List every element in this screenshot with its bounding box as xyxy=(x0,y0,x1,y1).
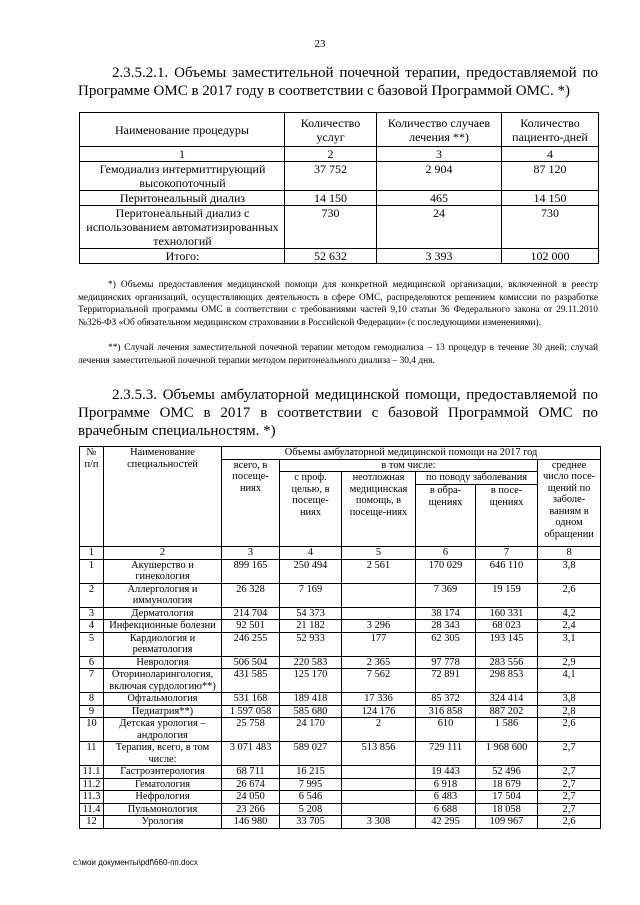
column-number-row xyxy=(80,547,601,560)
average-visits: 2,7 xyxy=(538,803,601,816)
header-total: всего, в посеще-ниях xyxy=(222,459,280,547)
col-number: 4 xyxy=(502,147,599,162)
prophylactic-visits: 52 933 xyxy=(280,632,342,656)
average-visits: 3,1 xyxy=(538,632,601,656)
table-row xyxy=(80,693,601,706)
average-visits: 2,4 xyxy=(538,620,601,633)
table-row xyxy=(80,669,601,693)
row-number: 3 xyxy=(80,607,104,620)
disease-appeals: 85 372 xyxy=(416,693,476,706)
header-disease: по поводу заболевания xyxy=(416,472,538,485)
row-number: 11.4 xyxy=(80,803,104,816)
specialty-name: Терапия, всего, в том числе: xyxy=(104,742,222,766)
disease-visits: 160 331 xyxy=(476,607,538,620)
disease-appeals: 170 029 xyxy=(416,559,476,583)
specialty-name: Педиатрия**) xyxy=(104,705,222,718)
row-number: 4 xyxy=(80,620,104,633)
total-visits: 3 071 483 xyxy=(222,742,280,766)
average-visits: 2,6 xyxy=(538,583,601,607)
table-row xyxy=(80,656,601,669)
procedure-name: Перитонеальный диализ xyxy=(80,191,285,206)
header-volumes: Объемы амбулаторной медицинской помощи на 2017 год xyxy=(222,447,601,460)
disease-visits: 68 023 xyxy=(476,620,538,633)
urgent-visits: 17 336 xyxy=(342,693,416,706)
total-visits: 26 674 xyxy=(222,778,280,791)
outpatient-table xyxy=(79,446,601,829)
table-header-row xyxy=(80,447,601,460)
disease-visits: 646 110 xyxy=(476,559,538,583)
prophylactic-visits: 585 680 xyxy=(280,705,342,718)
header-including: в том числе: xyxy=(280,459,538,472)
urgent-visits: 3 296 xyxy=(342,620,416,633)
prophylactic-visits: 33 705 xyxy=(280,816,342,829)
header-urgent: неотложная медицинская помощь, в посеще-ниях xyxy=(342,472,416,547)
urgent-visits: 7 562 xyxy=(342,669,416,693)
table-row xyxy=(80,718,601,742)
specialty-name: Инфекционные болезни xyxy=(104,620,222,633)
urgent-visits xyxy=(342,791,416,804)
table-row xyxy=(80,206,599,249)
disease-visits: 19 159 xyxy=(476,583,538,607)
services-value: 14 150 xyxy=(285,191,377,206)
urgent-visits: 177 xyxy=(342,632,416,656)
cases-value: 3 393 xyxy=(377,249,502,264)
specialty-name: Гематология xyxy=(104,778,222,791)
cases-value: 24 xyxy=(377,206,502,249)
disease-visits: 52 496 xyxy=(476,766,538,779)
specialty-name: Гастроэнтерология xyxy=(104,766,222,779)
total-visits: 92 501 xyxy=(222,620,280,633)
col-number: 6 xyxy=(416,547,476,560)
dialysis-table xyxy=(79,112,599,264)
disease-visits: 1 586 xyxy=(476,718,538,742)
specialty-name: Урология xyxy=(104,816,222,829)
urgent-visits: 3 308 xyxy=(342,816,416,829)
table-row xyxy=(80,778,601,791)
header-procedure: Наименование процедуры xyxy=(80,113,285,147)
section-heading-outpatient: 2.3.5.3. Объемы амбулаторной медицинской помощи, предоставляемой по Программе ОМС в 2017 в соответствии с базовой Программой ОМС по врачебным специальностям. *) xyxy=(78,387,598,439)
specialty-name: Аллергология и иммунология xyxy=(104,583,222,607)
col-number: 2 xyxy=(104,547,222,560)
prophylactic-visits: 125 170 xyxy=(280,669,342,693)
services-value: 37 752 xyxy=(285,162,377,191)
cases-value: 2 904 xyxy=(377,162,502,191)
disease-visits: 887 202 xyxy=(476,705,538,718)
specialty-name: Акушерство и гинекология xyxy=(104,559,222,583)
urgent-visits xyxy=(342,607,416,620)
disease-appeals: 97 778 xyxy=(416,656,476,669)
prophylactic-visits: 16 215 xyxy=(280,766,342,779)
average-visits: 2,8 xyxy=(538,705,601,718)
disease-appeals: 6 688 xyxy=(416,803,476,816)
days-value: 87 120 xyxy=(502,162,599,191)
average-visits: 2,7 xyxy=(538,766,601,779)
specialty-name: Детская урология – андрология xyxy=(104,718,222,742)
total-visits: 246 255 xyxy=(222,632,280,656)
table-row xyxy=(80,607,601,620)
prophylactic-visits: 24 170 xyxy=(280,718,342,742)
disease-appeals: 6 483 xyxy=(416,791,476,804)
average-visits: 2,7 xyxy=(538,742,601,766)
specialty-name: Оториноларингология, включая сурдологию**) xyxy=(104,669,222,693)
row-number: 7 xyxy=(80,669,104,693)
days-value: 730 xyxy=(502,206,599,249)
col-number: 4 xyxy=(280,547,342,560)
prophylactic-visits: 189 418 xyxy=(280,693,342,706)
table-total-row xyxy=(80,249,599,264)
table-row xyxy=(80,583,601,607)
total-label: Итого: xyxy=(80,249,285,264)
average-visits: 3,8 xyxy=(538,693,601,706)
header-cases: Количество случаев лечения **) xyxy=(377,113,502,147)
days-value: 14 150 xyxy=(502,191,599,206)
disease-visits: 283 556 xyxy=(476,656,538,669)
row-number: 10 xyxy=(80,718,104,742)
disease-appeals: 6 918 xyxy=(416,778,476,791)
row-number: 9 xyxy=(80,705,104,718)
col-number: 1 xyxy=(80,147,285,162)
average-visits: 3,8 xyxy=(538,559,601,583)
disease-appeals: 28 343 xyxy=(416,620,476,633)
header-visits: в посе-щениях xyxy=(476,485,538,547)
urgent-visits xyxy=(342,583,416,607)
prophylactic-visits: 54 373 xyxy=(280,607,342,620)
total-visits: 24 050 xyxy=(222,791,280,804)
prophylactic-visits: 21 182 xyxy=(280,620,342,633)
table-row xyxy=(80,705,601,718)
col-number: 5 xyxy=(342,547,416,560)
specialty-name: Офтальмология xyxy=(104,693,222,706)
col-number: 7 xyxy=(476,547,538,560)
disease-appeals: 610 xyxy=(416,718,476,742)
services-value: 52 632 xyxy=(285,249,377,264)
col-number: 3 xyxy=(222,547,280,560)
table-row xyxy=(80,162,599,191)
urgent-visits: 2 xyxy=(342,718,416,742)
section-heading-dialysis: 2.3.5.2.1. Объемы заместительной почечной терапии, предоставляемой по Программе ОМС в 2017 году в соответствии с базовой Программой ОМС. *) xyxy=(78,65,598,99)
table-row xyxy=(80,632,601,656)
col-number: 1 xyxy=(80,547,104,560)
col-number: 2 xyxy=(285,147,377,162)
services-value: 730 xyxy=(285,206,377,249)
disease-appeals: 316 858 xyxy=(416,705,476,718)
header-prophylactic: с проф. целью, в посеще-ниях xyxy=(280,472,342,547)
page-number: 23 xyxy=(314,38,326,50)
table-row xyxy=(80,791,601,804)
total-visits: 68 711 xyxy=(222,766,280,779)
average-visits: 4,2 xyxy=(538,607,601,620)
header-average: среднее число посе-щений по заболе-ваниям в одном обращении xyxy=(538,459,601,547)
prophylactic-visits: 250 494 xyxy=(280,559,342,583)
disease-visits: 17 504 xyxy=(476,791,538,804)
disease-visits: 18 679 xyxy=(476,778,538,791)
table-row xyxy=(80,191,599,206)
total-visits: 146 980 xyxy=(222,816,280,829)
prophylactic-visits: 5 208 xyxy=(280,803,342,816)
total-visits: 1 597 058 xyxy=(222,705,280,718)
disease-visits: 324 414 xyxy=(476,693,538,706)
footnote-2: **) Случай лечения заместительной почечной терапии методом гемодиализа – 13 процедур в течение 30 дней; случай лечения заместительной почечной терапии методом перитонеального диализа – 30,4 дня. xyxy=(78,343,598,366)
row-number: 8 xyxy=(80,693,104,706)
urgent-visits xyxy=(342,803,416,816)
urgent-visits xyxy=(342,766,416,779)
header-specialty: Наименование специальностей xyxy=(104,447,222,547)
file-path-footer: c:\мои документы\pdf\660-пп.docx xyxy=(73,858,198,867)
disease-visits: 109 967 xyxy=(476,816,538,829)
specialty-name: Дерматология xyxy=(104,607,222,620)
row-number: 11.3 xyxy=(80,791,104,804)
urgent-visits: 2 365 xyxy=(342,656,416,669)
average-visits: 4,1 xyxy=(538,669,601,693)
total-visits: 531 168 xyxy=(222,693,280,706)
table-row xyxy=(80,816,601,829)
total-visits: 431 585 xyxy=(222,669,280,693)
specialty-name: Кардиология и ревматология xyxy=(104,632,222,656)
table-row xyxy=(80,803,601,816)
row-number: 11.1 xyxy=(80,766,104,779)
total-visits: 26 328 xyxy=(222,583,280,607)
specialty-name: Нефрология xyxy=(104,791,222,804)
specialty-name: Пульмонология xyxy=(104,803,222,816)
disease-appeals: 7 369 xyxy=(416,583,476,607)
prophylactic-visits: 589 027 xyxy=(280,742,342,766)
total-visits: 899 165 xyxy=(222,559,280,583)
table-row xyxy=(80,620,601,633)
column-number-row xyxy=(80,147,599,162)
urgent-visits: 513 856 xyxy=(342,742,416,766)
prophylactic-visits: 7 169 xyxy=(280,583,342,607)
header-services: Количество услуг xyxy=(285,113,377,147)
disease-appeals: 19 443 xyxy=(416,766,476,779)
total-visits: 25 758 xyxy=(222,718,280,742)
average-visits: 2,7 xyxy=(538,791,601,804)
prophylactic-visits: 220 583 xyxy=(280,656,342,669)
total-visits: 506 504 xyxy=(222,656,280,669)
table-row xyxy=(80,742,601,766)
disease-visits: 193 145 xyxy=(476,632,538,656)
outpatient-table-body xyxy=(80,559,601,828)
row-number: 6 xyxy=(80,656,104,669)
col-number: 3 xyxy=(377,147,502,162)
urgent-visits xyxy=(342,778,416,791)
table-header-row xyxy=(80,113,599,147)
prophylactic-visits: 7 995 xyxy=(280,778,342,791)
disease-visits: 1 968 600 xyxy=(476,742,538,766)
col-number: 8 xyxy=(538,547,601,560)
disease-visits: 298 853 xyxy=(476,669,538,693)
disease-appeals: 729 111 xyxy=(416,742,476,766)
row-number: 2 xyxy=(80,583,104,607)
header-num: № п/п xyxy=(80,447,104,547)
disease-appeals: 38 174 xyxy=(416,607,476,620)
urgent-visits: 2 561 xyxy=(342,559,416,583)
row-number: 11 xyxy=(80,742,104,766)
row-number: 11.2 xyxy=(80,778,104,791)
disease-visits: 18 058 xyxy=(476,803,538,816)
header-patient-days: Количество пациенто-дней xyxy=(502,113,599,147)
total-visits: 23 266 xyxy=(222,803,280,816)
row-number: 5 xyxy=(80,632,104,656)
footnote-1: *) Объемы предоставления медицинской помощи для конкретной медицинской организации, включенной в реестр медицинских организаций, осуществляющих деятельность в сфере ОМС, распределяются решением комиссии по разработке Территориальной программы ОМС в соответствии с требованиями частей 9,10 статьи 36 Федерального закона от 29.11.2010 №326-ФЗ «Об обязательном медицинском страховании в Российской Федерации» (с последующими изменениями). xyxy=(78,280,598,328)
days-value: 102 000 xyxy=(502,249,599,264)
disease-appeals: 42 295 xyxy=(416,816,476,829)
average-visits: 2,6 xyxy=(538,718,601,742)
procedure-name: Гемодиализ интермиттирующий высокопоточный xyxy=(80,162,285,191)
header-appeals: в обра-щениях xyxy=(416,485,476,547)
procedure-name: Перитонеальный диализ с использованием автоматизированных технологий xyxy=(80,206,285,249)
table-row xyxy=(80,559,601,583)
average-visits: 2,7 xyxy=(538,778,601,791)
cases-value: 465 xyxy=(377,191,502,206)
total-visits: 214 704 xyxy=(222,607,280,620)
urgent-visits: 124 176 xyxy=(342,705,416,718)
specialty-name: Неврология xyxy=(104,656,222,669)
prophylactic-visits: 6 546 xyxy=(280,791,342,804)
row-number: 1 xyxy=(80,559,104,583)
row-number: 12 xyxy=(80,816,104,829)
table-row xyxy=(80,766,601,779)
disease-appeals: 62 305 xyxy=(416,632,476,656)
disease-appeals: 72 891 xyxy=(416,669,476,693)
average-visits: 2,6 xyxy=(538,816,601,829)
average-visits: 2,9 xyxy=(538,656,601,669)
